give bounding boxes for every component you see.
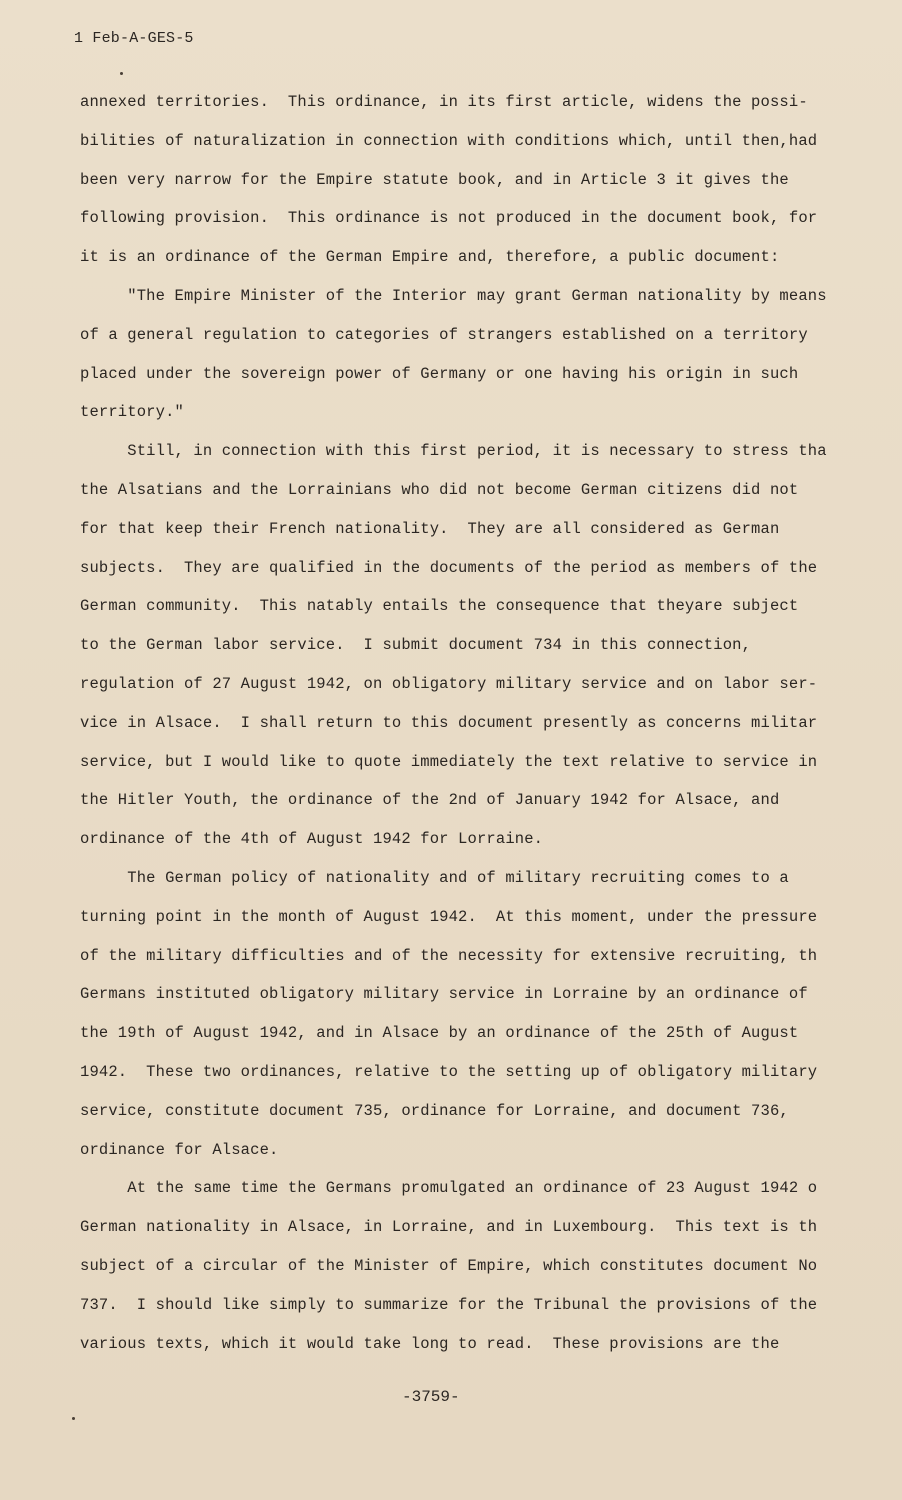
- text-line: regulation of 27 August 1942, on obligatory military service and on labor ser-: [80, 674, 818, 693]
- text-line: ordinance for Alsace.: [80, 1140, 279, 1159]
- text-line: to the German labor service. I submit document 734 in this connection,: [80, 636, 752, 655]
- text-line: following provision. This ordinance is not produced in the document book, for: [80, 209, 818, 228]
- paper-speck: [120, 72, 123, 75]
- text-line: Still, in connection with this first period, it is necessary to stress tha: [80, 442, 827, 461]
- text-line: various texts, which it would take long to read. These provisions are the: [80, 1334, 780, 1353]
- text-line: vice in Alsace. I shall return to this document presently as concerns militar: [80, 713, 818, 732]
- text-line: service, but I would like to quote immediately the text relative to service in: [80, 752, 818, 771]
- quote-line: of a general regulation to categories of strangers established on a territory: [80, 325, 808, 344]
- text-line: the Hitler Youth, the ordinance of the 2nd of January 1942 for Alsace, and: [80, 791, 780, 810]
- text-line: subject of a circular of the Minister of Empire, which constitutes document No: [80, 1256, 818, 1275]
- quote-line: territory.": [80, 403, 184, 422]
- text-line: German community. This natably entails the consequence that theyare subject: [80, 597, 799, 616]
- text-line: subjects. They are qualified in the documents of the period as members of the: [80, 558, 818, 577]
- text-line: it is an ordinance of the German Empire and, therefore, a public document:: [80, 248, 780, 267]
- text-line: the Alsatians and the Lorrainians who did not become German citizens did not: [80, 480, 799, 499]
- text-line: Germans instituted obligatory military service in Lorraine by an ordinance of: [80, 985, 808, 1004]
- quote-line: "The Empire Minister of the Interior may grant German nationality by means: [80, 286, 827, 305]
- text-line: 1942. These two ordinances, relative to the setting up of obligatory military: [80, 1062, 818, 1081]
- text-line: At the same time the Germans promulgated an ordinance of 23 August 1942 o: [80, 1179, 818, 1198]
- document-body: [80, 90, 840, 1370]
- text-line: bilities of naturalization in connection with conditions which, until then,had: [80, 131, 818, 150]
- text-line: been very narrow for the Empire statute book, and in Article 3 it gives the: [80, 170, 789, 189]
- text-line: German nationality in Alsace, in Lorraine, and in Luxembourg. This text is th: [80, 1218, 818, 1237]
- page-number: -3759-: [402, 1388, 460, 1406]
- text-line: for that keep their French nationality. They are all considered as German: [80, 519, 780, 538]
- text-line: the 19th of August 1942, and in Alsace by an ordinance of the 25th of August: [80, 1024, 799, 1043]
- text-line: ordinance of the 4th of August 1942 for Lorraine.: [80, 830, 544, 849]
- text-line: turning point in the month of August 1942. At this moment, under the pressure: [80, 907, 818, 926]
- text-line: of the military difficulties and of the necessity for extensive recruiting, th: [80, 946, 818, 965]
- text-line: The German policy of nationality and of military recruiting comes to a: [80, 868, 789, 887]
- text-line: 737. I should like simply to summarize for the Tribunal the provisions of the: [80, 1295, 818, 1314]
- document-reference: 1 Feb-A-GES-5: [74, 30, 194, 47]
- quote-line: placed under the sovereign power of Germany or one having his origin in such: [80, 364, 799, 383]
- paper-speck: [72, 1417, 75, 1420]
- text-line: annexed territories. This ordinance, in its first article, widens the possi-: [80, 93, 808, 111]
- text-line: service, constitute document 735, ordinance for Lorraine, and document 736,: [80, 1101, 789, 1120]
